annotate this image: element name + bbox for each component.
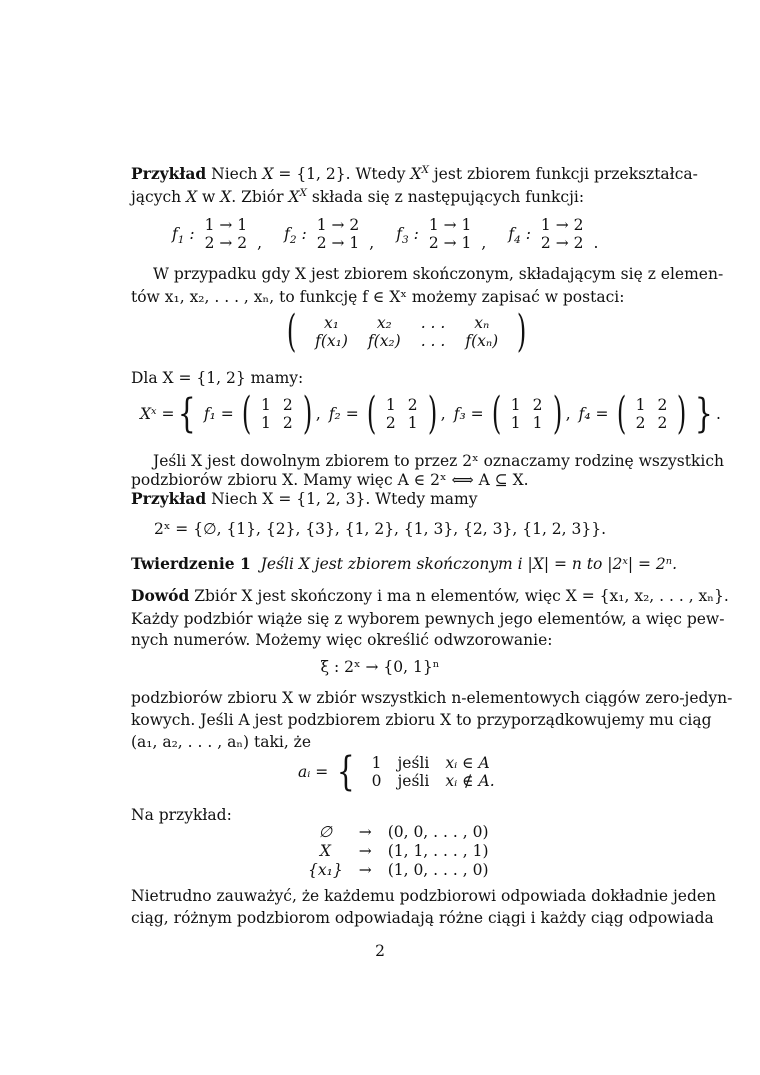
proof-line5: kowych. Jeśli A jest podzbiorem zbioru X to przyporządkowujemy mu ciąg bbox=[131, 711, 712, 729]
xx-item-matrix bbox=[380, 396, 424, 432]
example1-line2: jących X w X. Zbiór $X^X$ składa się z następujących funkcji: bbox=[131, 186, 585, 206]
function-map-row: 2 → 1 bbox=[428, 234, 472, 252]
function-map-row: 2 → 2 bbox=[204, 234, 248, 252]
cases-row bbox=[364, 772, 503, 790]
function-map bbox=[429, 216, 472, 252]
example1-label: Przykład bbox=[131, 164, 207, 183]
matrix-cell: 1 bbox=[385, 396, 396, 414]
mapping-from: ∅ bbox=[318, 823, 333, 841]
para1-line1: W przypadku gdy X jest zbiorem skończonym, składającym się z elemen- bbox=[153, 265, 724, 283]
mapping-arrow: → bbox=[358, 842, 372, 860]
function-map-row: 1 → 1 bbox=[204, 216, 248, 234]
xx-end: . bbox=[716, 405, 721, 423]
xx-lhs: Xˣ = bbox=[140, 405, 175, 423]
proof-label: Dowód bbox=[131, 586, 190, 605]
mapping-row bbox=[300, 861, 497, 880]
matrix-cell: 1 bbox=[260, 396, 271, 414]
function-sep: , bbox=[369, 234, 375, 252]
proof-line3: nych numerów. Możemy więc określić odwzorowanie: bbox=[131, 631, 553, 649]
matrix-cell: . . . bbox=[420, 314, 446, 332]
function-sep: , bbox=[481, 234, 487, 252]
function-sep: , bbox=[257, 234, 263, 252]
mapping-from: X bbox=[319, 842, 331, 860]
cases-cond: xᵢ ∉ A. bbox=[445, 772, 495, 790]
function-f1 bbox=[172, 216, 262, 252]
matrix-cell: 2 bbox=[407, 396, 418, 414]
page-number: 2 bbox=[375, 942, 385, 960]
brace-open: { bbox=[178, 391, 197, 437]
function-label: $f_4$ : bbox=[508, 225, 531, 247]
xx-sep: , bbox=[440, 405, 446, 423]
final-line2: ciąg, różnym podzbiorom odpowiadają różne ciągi i każdy ciąg odpowiada bbox=[131, 909, 714, 927]
matrix-cell: 2 bbox=[532, 396, 543, 414]
brace-close: } bbox=[694, 391, 713, 437]
example1-line1: Przykład Niech X = {1, 2}. Wtedy $X^X$ jest zbiorem funkcji przekształca- bbox=[131, 163, 698, 183]
proof-line1: Dowód Zbiór X jest skończony i ma n elementów, więc X = {x₁, x₂, . . . , xₙ}. bbox=[131, 586, 729, 605]
function-map-row: 1 → 2 bbox=[540, 216, 584, 234]
xx-item-label: f₄ = bbox=[578, 405, 609, 423]
matrix-cell: 2 bbox=[282, 414, 293, 432]
mapping-arrow: → bbox=[358, 861, 372, 879]
cases-row bbox=[364, 754, 503, 772]
proof-line4: podzbiorów zbioru X w zbiór wszystkich n-elementowych ciągów zero-jedyn- bbox=[131, 689, 733, 707]
matrix-cell: 1 bbox=[532, 414, 543, 432]
mapping-to: (1, 0, . . . , 0) bbox=[387, 861, 489, 879]
mappings-block bbox=[300, 823, 497, 880]
function-map-row: 1 → 1 bbox=[428, 216, 472, 234]
matrix-cell: f(x₂) bbox=[367, 332, 401, 350]
cases-block: aᵢ = { 1 jeśli xᵢ ∈ A 0 jeśli xᵢ ∉ A. bbox=[298, 752, 503, 792]
para2-line1: Jeśli X jest dowolnym zbiorem to przez 2ˣ oznaczamy rodzinę wszystkich bbox=[153, 452, 725, 470]
matrix-cell: 2 bbox=[657, 396, 668, 414]
cases-val: 1 bbox=[371, 754, 382, 772]
function-f3 bbox=[396, 216, 486, 252]
para2-line2: podzbiorów zbioru X. Mamy więc A ∈ 2ˣ ⟺ A ⊆ X. bbox=[131, 471, 529, 489]
matrix-cell: . . . bbox=[420, 332, 446, 350]
function-label: $f_2$ : bbox=[284, 225, 307, 247]
example2-formula: 2ˣ = {∅, {1}, {2}, {3}, {1, 2}, {1, 3}, {2, 3}, {1, 2, 3}}. bbox=[153, 520, 607, 538]
function-f4 bbox=[508, 216, 598, 252]
cases-lhs: aᵢ = bbox=[298, 763, 329, 781]
proof-line2: Każdy podzbiór wiąże się z wyborem pewnych jego elementów, a więc pew- bbox=[131, 610, 725, 628]
matrix-cell: xₙ bbox=[474, 314, 490, 332]
matrix-row bbox=[305, 314, 508, 332]
matrix-cell: f(xₙ) bbox=[465, 332, 499, 350]
function-label: $f_3$ : bbox=[396, 225, 419, 247]
xx-item-label: f₃ = bbox=[453, 405, 484, 423]
final-line1: Nietrudno zauważyć, że każdemu podzbiorowi odpowiada dokładnie jeden bbox=[131, 887, 717, 905]
xx-sep: , bbox=[315, 405, 321, 423]
example2-label: Przykład bbox=[131, 489, 207, 508]
mapping-to: (1, 1, . . . , 1) bbox=[387, 842, 489, 860]
function-map bbox=[205, 216, 248, 252]
function-map bbox=[541, 216, 584, 252]
matrix-cell: f(x₁) bbox=[315, 332, 348, 350]
matrix-cell: x₂ bbox=[376, 314, 392, 332]
na-przyklad: Na przykład: bbox=[131, 806, 232, 824]
xx-item-matrix bbox=[505, 396, 549, 432]
cases-word: jeśli bbox=[397, 772, 430, 790]
generic-matrix: ( x₁ x₂ . . . xₙ f(x₁) f(x₂) . . . f(xₙ) ) bbox=[286, 306, 527, 357]
function-label: $f_1$ : bbox=[172, 225, 195, 247]
matrix-cell: 1 bbox=[510, 396, 521, 414]
proof-formula: ξ : 2ˣ → {0, 1}ⁿ bbox=[320, 658, 440, 676]
matrix-cell: 2 bbox=[657, 414, 668, 432]
example2-line: Przykład Niech X = {1, 2, 3}. Wtedy mamy bbox=[131, 489, 478, 508]
xx-sep: , bbox=[565, 405, 571, 423]
xx-item-matrix bbox=[630, 396, 674, 432]
mapping-arrow: → bbox=[358, 823, 372, 841]
dla-line: Dla X = {1, 2} mamy: bbox=[131, 369, 304, 387]
function-map-row: 2 → 2 bbox=[540, 234, 584, 252]
xx-item-matrix bbox=[255, 396, 299, 432]
mapping-row bbox=[300, 823, 497, 842]
para1-line2: tów x₁, x₂, . . . , xₙ, to funkcję f ∈ Xˣ możemy zapisać w postaci: bbox=[131, 288, 625, 306]
mapping-to: (0, 0, . . . , 0) bbox=[387, 823, 489, 841]
theorem-line: Twierdzenie 1 Jeśli X jest zbiorem skończonym i |X| = n to |2ˣ| = 2ⁿ. bbox=[131, 554, 677, 573]
xx-item-label: f₂ = bbox=[328, 405, 359, 423]
xx-set: Xˣ = { f₁ = ( 1 2 1 2 ) , f₂ = ( 1 2 2 1 ) , f₃ = ( 1 2 1 1 ) , f₄ = ( 1 2 2 2 ) } . bbox=[140, 388, 721, 439]
mapping-row bbox=[300, 842, 497, 861]
function-map-row: 2 → 1 bbox=[316, 234, 360, 252]
matrix-cell: 1 bbox=[407, 414, 418, 432]
function-map-row: 1 → 2 bbox=[316, 216, 360, 234]
matrix-cell: 1 bbox=[635, 396, 646, 414]
functions-row bbox=[172, 216, 622, 252]
matrix-cell: 1 bbox=[510, 414, 521, 432]
matrix-cell: x₁ bbox=[324, 314, 339, 332]
matrix-cell: 2 bbox=[635, 414, 646, 432]
mapping-from: {x₁} bbox=[308, 861, 343, 879]
matrix-cell: 2 bbox=[282, 396, 293, 414]
matrix-row bbox=[305, 332, 508, 350]
xx-item-label: f₁ = bbox=[203, 405, 234, 423]
function-map bbox=[317, 216, 360, 252]
cases-val: 0 bbox=[371, 772, 382, 790]
theorem-label: Twierdzenie 1 bbox=[131, 554, 251, 573]
proof-line6: (a₁, a₂, . . . , aₙ) taki, że bbox=[131, 733, 312, 751]
matrix-cell: 2 bbox=[385, 414, 396, 432]
function-sep: . bbox=[593, 234, 599, 252]
matrix-cell: 1 bbox=[260, 414, 271, 432]
cases-word: jeśli bbox=[397, 754, 430, 772]
cases-cond: xᵢ ∈ A bbox=[445, 754, 490, 772]
function-f2 bbox=[284, 216, 374, 252]
